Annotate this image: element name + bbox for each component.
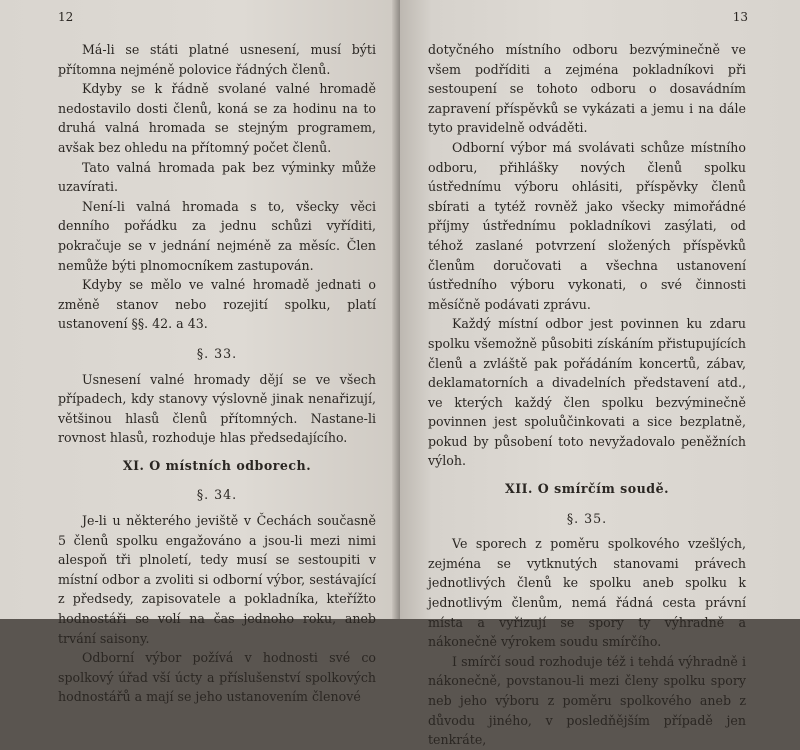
left-page	[0, 0, 400, 705]
paragraph: Každý místní odbor jest povinnen ku zdaru spolku všemožně působiti získáním přistupujících členů a zvláště pak pořádáním koncertů, zábav, deklamatorních a divadelních představení atd., ve kterých každý člen spolku bezvýminečně povinnen jest spoluůčinkovati a sice bezplatně, pokud by působení toto nevyžadovalo peněžních výloh.	[428, 316, 746, 469]
left-text-column	[58, 40, 376, 707]
paragraph: I smírčí soud rozhoduje též i tehdá výhradně i nákonečně, povstanou-li mezi členy spolku spory neb jeho výboru z poměru spolkového aneb z důvodu jiného, v posledňějším případě jen tenkráte,	[428, 653, 746, 748]
chapter-heading-xii: XII. O smírčím soudě.	[504, 481, 670, 497]
paragraph: Odborní výbor požívá v hodnosti své co spolkový úřad vší úcty a příslušenství spolkových hodnostářů a mají se jeho ustanovením členové	[58, 650, 376, 705]
paragraph: Kdyby se mělo ve valné hromadě jednati o změně stanov nebo rozejití spolku, platí ustanovení §§. 42. a 43.	[58, 277, 376, 332]
paragraph: Kdyby se k řádně svolané valné hromadě nedostavilo dosti členů, koná se za hodinu na to druhá valná hromada se stejným programem, avšak bez ohledu na přítomný počet členů.	[58, 81, 376, 155]
page-number-left: 12	[58, 10, 74, 24]
paragraph: dotyčného místního odboru bezvýminečně ve všem podříditi a zejména pokladníkovi při sestoupení se tohoto odboru o dosavádním zapravení příspěvků se vykázati a jemu i na dále tyto pravidelně odváděti.	[428, 42, 746, 136]
paragraph: Je-li u některého jeviště v Čechách současně 5 členů spolku engažováno a jsou-li mezi nimi alespoň tři plnoletí, tedy musí se sestoupiti v místní odbor a zvoliti si odborní výbor, sestávající z předsedy, zapisovatele a pokladníka, kteřížto hodnostáři se volí na čas jednoho roku, aneb trvání saisony.	[58, 513, 376, 646]
paragraph: Usnesení valné hromady dějí se ve všech případech, kdy stanovy výslovně jinak nenařizují, většinou hlasů členů přítomných. Nastane-li rovnost hlasů, rozhoduje hlas předsedajícího.	[58, 371, 376, 446]
section-33-mark: §. 33.	[196, 345, 238, 361]
section-34-mark: §. 34.	[196, 487, 238, 503]
paragraph: Není-li valná hromada s to, všecky věci denního pořádku za jednu schůzi vyříditi, pokračuje se v jednání nejméně za měsíc. Člen nemůže býti plnomocníkem zastupován.	[58, 198, 376, 273]
section-35-mark: §. 35.	[566, 510, 608, 526]
paragraph: Tato valná hromada pak bez výminky může uzavírati.	[58, 159, 376, 195]
page-number-right: 13	[732, 10, 748, 24]
paragraph: Má-li se státi platné usnesení, musí býti přítomna nejméně polovice řádných členů.	[58, 42, 376, 77]
paragraph: Ve sporech z poměru spolkového vzešlých, zejména se vytknutých stanovami právech jednotlivých členů ke spolku aneb spolku k jednotlivým členům, nemá řádná cesta právní místa a vyřizují se spory ty výhradně a nákonečně výrokem soudu smírčího.	[428, 536, 746, 650]
paragraph: Odborní výbor má svolávati schůze místního odboru, přihlášky nových členů spolku ústřednímu výboru ohlásiti, příspěvky členů sbírati a tytéž rovněž jako všecky mimořádné příjmy ústřednímu pokladníkovi zasýlati, od téhož zaslané potvrzení složených příspěvků členům doručovati a všechna ustanovení ústředního výboru vykonati, o své činnosti měsíčně podávati zprávu.	[428, 139, 746, 312]
right-text-column	[428, 40, 746, 750]
chapter-heading-xi: XI. O místních odborech.	[122, 457, 312, 473]
